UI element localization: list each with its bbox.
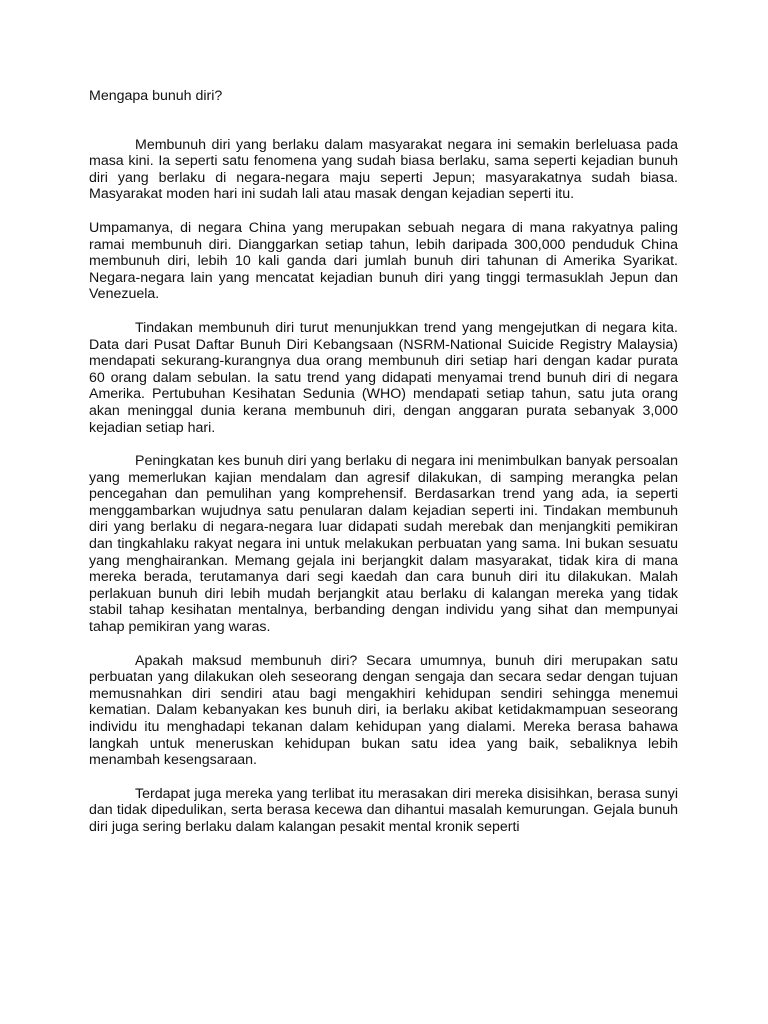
paragraph: Tindakan membunuh diri turut menunjukkan trend yang mengejutkan di negara kita. Data dari Pusat Daftar Bunuh Diri Kebangsaan (NSRM-National Suicide Registry Malaysia) mendapati sekurang-kurangnya dua orang membunuh diri setiap hari dengan kadar purata 60 orang dalam sebulan. Ia satu trend yang didapati menyamai trend bunuh diri di negara Amerika. Pertubuhan Kesihatan Sedunia (WHO) mendapati setiap tahun, satu juta orang akan meninggal dunia kerana membunuh diri, dengan anggaran purata sebanyak 3,000 kejadian setiap hari.: [89, 319, 678, 436]
paragraph: Peningkatan kes bunuh diri yang berlaku di negara ini menimbulkan banyak persoalan yang memerlukan kajian mendalam dan agresif dilakukan, di samping merangka pelan pencegahan dan pemulihan yang komprehensif. Berdasarkan trend yang ada, ia seperti menggambarkan wujudnya satu penularan dalam kejadian seperti ini. Tindakan membunuh diri yang berlaku di negara-negara luar didapati sudah merebak dan menjangkiti pemikiran dan tingkahlaku rakyat negara ini untuk melakukan perbuatan yang sama. Ini bukan sesuatu yang menghairankan. Memang gejala ini berjangkit dalam masyarakat, tidak kira di mana mereka berada, terutamanya dari segi kaedah dan cara bunuh diri itu dilakukan. Malah perlakuan bunuh diri lebih mudah berjangkit atau berlaku di kalangan mereka yang tidak stabil tahap kesihatan mentalnya, berbanding dengan individu yang sihat dan mempunyai tahap pemikiran yang waras.: [89, 453, 678, 636]
paragraph: Terdapat juga mereka yang terlibat itu merasakan diri mereka disisihkan, berasa sunyi dan tidak dipedulikan, serta berasa kecewa dan dihantui masalah kemurungan. Gejala bunuh diri juga sering berlaku dalam kalangan pesakit mental kronik seperti: [89, 785, 678, 835]
document-body: [89, 88, 678, 853]
paragraph: Umpamanya, di negara China yang merupakan sebuah negara di mana rakyatnya paling ramai membunuh diri. Dianggarkan setiap tahun, lebih daripada 300,000 penduduk China membunuh diri, lebih 10 kali ganda dari jumlah bunuh diri tahunan di Amerika Syarikat. Negara-negara lain yang mencatat kejadian bunuh diri yang tinggi termasuklah Jepun dan Venezuela.: [89, 219, 678, 303]
paragraph: Apakah maksud membunuh diri? Secara umumnya, bunuh diri merupakan satu perbuatan yang dilakukan oleh seseorang dengan sengaja dan secara sedar dengan tujuan memusnahkan diri sendiri atau bagi mengakhiri kehidupan sendiri sehingga menemui kematian. Dalam kebanyakan kes bunuh diri, ia berlaku akibat ketidakmampuan seseorang individu itu menghadapi tekanan dalam kehidupan yang dialami. Mereka berasa bahawa langkah untuk meneruskan kehidupan bukan satu idea yang baik, sebaliknya lebih menambah kesengsaraan.: [89, 652, 678, 769]
document-title: Mengapa bunuh diri?: [89, 88, 223, 104]
paragraph: Membunuh diri yang berlaku dalam masyarakat negara ini semakin berleluasa pada masa kini. Ia seperti satu fenomena yang sudah biasa berlaku, sama seperti kejadian bunuh diri yang berlaku di negara-negara maju seperti Jepun; masyarakatnya sudah biasa. Masyarakat moden hari ini sudah lali atau masak dengan kejadian seperti itu.: [89, 136, 678, 203]
